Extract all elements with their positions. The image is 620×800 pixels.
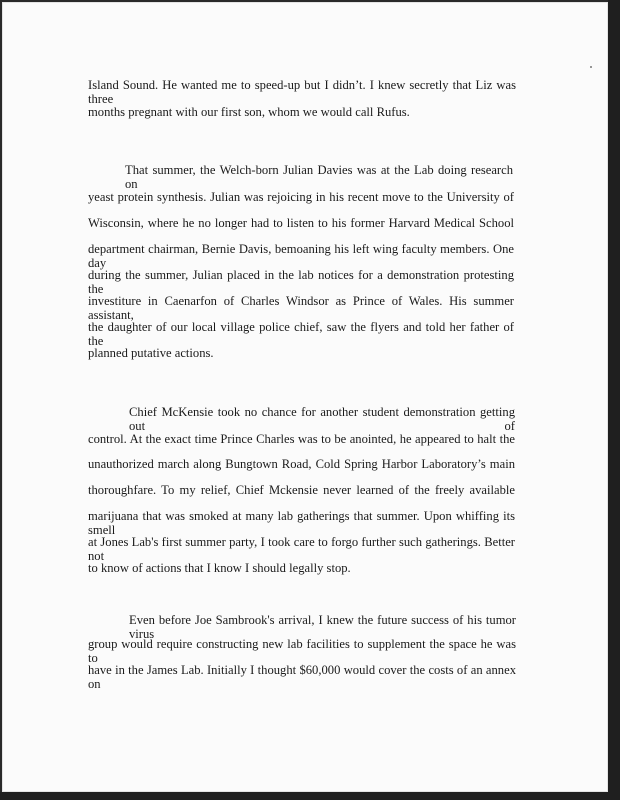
text-line: Island Sound. He wanted me to speed-up but I didn’t. I knew secretly that Liz was three <box>88 78 516 106</box>
text-line: have in the James Lab. Initially I thought $60,000 would cover the costs of an annex on <box>88 663 516 691</box>
text-line: during the summer, Julian placed in the lab notices for a demonstration protesting the <box>88 268 514 296</box>
paper-speck <box>590 66 592 68</box>
text-line: to know of actions that I know I should legally stop. <box>88 561 351 575</box>
text-line: thoroughfare. To my relief, Chief Mckensie never learned of the freely available <box>88 483 515 497</box>
text-line: group would require constructing new lab facilities to supplement the space he was to <box>88 637 516 665</box>
text-line: at Jones Lab's first summer party, I took care to forgo further such gatherings. Better not <box>88 535 515 563</box>
text-line: marijuana that was smoked at many lab gatherings that summer. Upon whiffing its smell <box>88 509 515 537</box>
scan-edge-bottom <box>0 792 620 800</box>
text-line: investiture in Caenarfon of Charles Windsor as Prince of Wales. His summer assistant, <box>88 294 514 322</box>
text-line: department chairman, Bernie Davis, bemoaning his left wing faculty members. One day <box>88 242 514 270</box>
text-line: Even before Joe Sambrook's arrival, I knew the future success of his tumor virus <box>129 613 516 641</box>
scan-edge-right <box>608 0 620 800</box>
text-line: planned putative actions. <box>88 346 214 360</box>
text-line: Wisconsin, where he no longer had to listen to his former Harvard Medical School <box>88 216 514 230</box>
text-line: the daughter of our local village police chief, saw the flyers and told her father of the <box>88 320 514 348</box>
text-line: unauthorized march along Bungtown Road, Cold Spring Harbor Laboratory’s main <box>88 457 515 471</box>
text-line: control. At the exact time Prince Charles was to be anointed, he appeared to halt the <box>88 432 515 446</box>
text-line: Chief McKensie took no chance for another student demonstration getting out of <box>129 405 515 433</box>
text-line: yeast protein synthesis. Julian was rejoicing in his recent move to the University of <box>88 190 514 204</box>
text-line: That summer, the Welch-born Julian Davies was at the Lab doing research on <box>125 163 513 191</box>
text-line: months pregnant with our first son, whom we would call Rufus. <box>88 105 410 119</box>
